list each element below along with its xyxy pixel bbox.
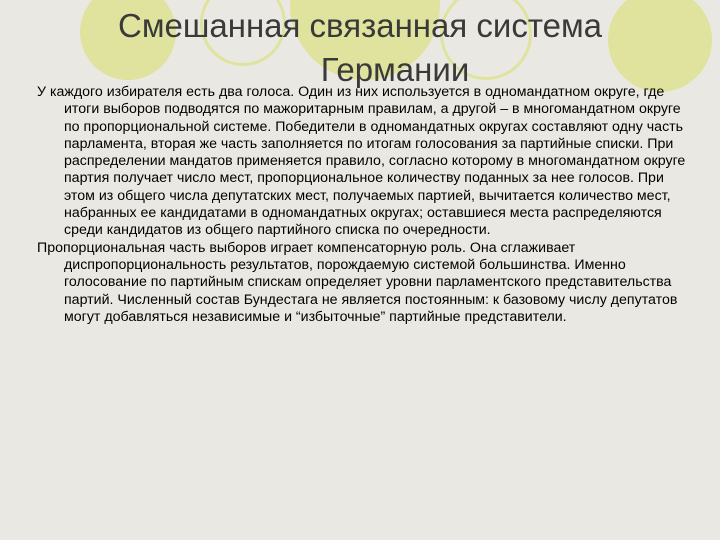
slide-title-line-1: Смешанная связанная система — [118, 7, 602, 44]
slide-body — [37, 84, 697, 326]
slide-title — [0, 4, 720, 92]
slide-title-line-2: Германии — [320, 51, 470, 88]
paragraph-proportional-part: Пропорциональная часть выборов играет компенсаторную роль. Она сглаживает диспропорциональность результатов, порождаемую системой большинства. Именно голосование по партийным спискам определяет уровни парламентского представительства партий. Численный состав Бундестага не является постоянным: к базовому числу депутатов могут добавляться независимые и “избыточные” партийные представители. — [37, 239, 678, 325]
paragraph-two-votes: У каждого избирателя есть два голоса. Один из них используется в одномандатном округе, где итоги выборов подводятся по мажоритарным правилам, а другой – в многомандатном округе по пропорциональной системе. Победители в одномандатных округах составляют одну часть парламента, вторая же часть заполняется по итогам голосования за партийные списки. При распределении мандатов применяется правило, согласно которому в многомандатном округе партия получает число мест, пропорциональное количеству поданных за нее голосов. При этом из общего числа депутатских мест, получаемых партией, вычитается количество мест, набранных ее кандидатами в одномандатных округах; оставшиеся места распределяются среди кандидатов из общего партийного списка по очередности. — [37, 84, 686, 239]
